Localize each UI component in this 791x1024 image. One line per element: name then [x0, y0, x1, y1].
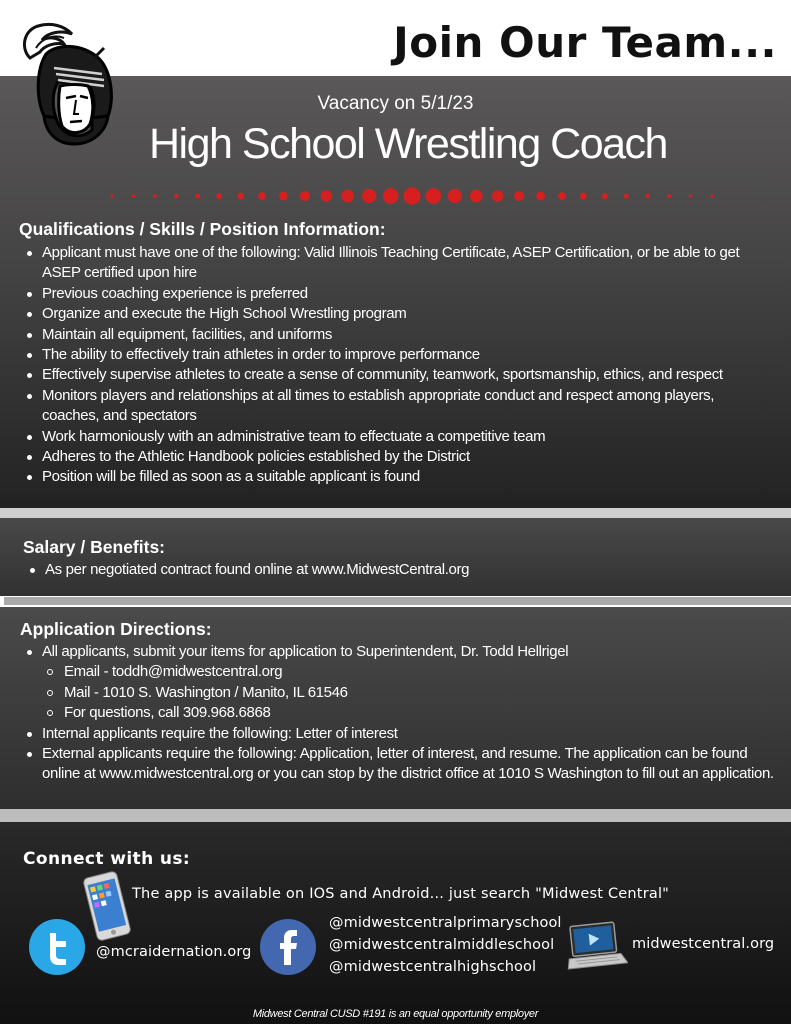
footer-disclaimer: Midwest Central CUSD #191 is an equal opportunity employer	[252, 1008, 539, 1020]
qualifications-list	[22, 243, 774, 488]
decorative-dot	[341, 190, 354, 203]
list-item: Monitors players and relationships at all times to establish appropriate conduct and respect among players, coaches, and spectators	[22, 386, 774, 427]
list-item: Adheres to the Athletic Handbook policies established by the District	[22, 447, 774, 467]
knight-helmet-icon	[18, 18, 118, 146]
twitter-handle[interactable]: @mcraidernation.org	[96, 944, 252, 960]
salary-heading: Salary / Benefits:	[23, 537, 165, 557]
decorative-dot	[470, 190, 483, 203]
header-bar	[0, 0, 791, 76]
section-divider	[0, 596, 791, 607]
decorative-dot	[426, 188, 442, 204]
decorative-dot	[321, 190, 332, 201]
list-item: Applicant must have one of the following: Valid Illinois Teaching Certificate, ASEP Certification, or be able to get ASEP certified upon hire	[22, 243, 774, 284]
twitter-icon[interactable]	[28, 918, 86, 976]
list-item: Maintain all equipment, facilities, and uniforms	[22, 325, 774, 345]
decorative-dot	[216, 193, 222, 199]
facebook-page-middle[interactable]: @midwestcentralmiddleschool	[329, 937, 555, 953]
list-item: All applicants, submit your items for application to Superintendent, Dr. Todd Hellrigel	[22, 642, 774, 662]
decorative-dot	[492, 190, 503, 201]
website-link[interactable]: midwestcentral.org	[632, 936, 775, 952]
page-title: Join Our Team...	[393, 18, 777, 67]
decorative-dot	[646, 194, 650, 198]
list-item: Internal applicants require the following: Letter of interest	[22, 724, 774, 744]
decorative-dot	[174, 194, 178, 198]
smartphone-icon	[78, 870, 136, 942]
list-item: Work harmoniously with an administrative team to effectuate a competitive team	[22, 427, 774, 447]
application-list	[22, 642, 774, 785]
list-item: Position will be filled as soon as a suitable applicant is found	[22, 467, 774, 487]
salary-list	[25, 560, 765, 580]
list-item: Email - toddh@midwestcentral.org	[22, 662, 774, 682]
qualifications-heading: Qualifications / Skills / Position Information:	[19, 219, 386, 239]
list-item: Organize and execute the High School Wrestling program	[22, 304, 774, 324]
decorative-dot	[195, 193, 200, 198]
decorative-dot	[403, 187, 420, 204]
decorative-dot	[110, 194, 113, 197]
decorative-dot	[153, 194, 157, 198]
connect-heading: Connect with us:	[23, 849, 191, 869]
decorative-dot	[514, 191, 524, 201]
facebook-page-high[interactable]: @midwestcentralhighschool	[329, 959, 537, 975]
decorative-dot	[558, 192, 566, 200]
decorative-dot	[300, 191, 310, 201]
laptop-icon	[564, 918, 628, 974]
section-divider	[0, 508, 791, 518]
decorative-dot	[689, 194, 692, 197]
facebook-icon[interactable]	[259, 918, 317, 976]
app-availability-text: The app is available on IOS and Android... just search "Midwest Central"	[132, 886, 670, 902]
decorative-dot	[536, 192, 545, 201]
application-heading: Application Directions:	[20, 619, 212, 639]
list-item: For questions, call 309.968.6868	[22, 703, 774, 723]
decorative-dot	[258, 192, 266, 200]
decorative-dot	[602, 193, 608, 199]
vacancy-date: Vacancy on 5/1/23	[317, 93, 474, 114]
facebook-page-primary[interactable]: @midwestcentralprimaryschool	[329, 915, 562, 931]
red-dot-divider	[108, 186, 716, 206]
list-item: As per negotiated contract found online at www.MidwestCentral.org	[25, 560, 765, 580]
decorative-dot	[624, 193, 629, 198]
list-item: External applicants require the following: Application, letter of interest, and resume. The application can be found online at www.midwestcentral.org or you can stop by the district office at 1010 S Washington to fill out an application.	[22, 744, 774, 785]
decorative-dot	[132, 194, 135, 197]
list-item: Previous coaching experience is preferred	[22, 284, 774, 304]
decorative-dot	[580, 193, 587, 200]
list-item: Mail - 1010 S. Washington / Manito, IL 61546	[22, 683, 774, 703]
job-title: High School Wrestling Coach	[149, 120, 667, 168]
decorative-dot	[279, 192, 288, 201]
list-item: Effectively supervise athletes to create a sense of community, teamwork, sportsmanship, ethics, and respect	[22, 365, 774, 385]
decorative-dot	[237, 193, 244, 200]
decorative-dot	[710, 194, 713, 197]
section-divider	[0, 809, 791, 822]
decorative-dot	[383, 188, 399, 204]
decorative-dot	[667, 194, 671, 198]
decorative-dot	[448, 189, 462, 203]
list-item: The ability to effectively train athletes in order to improve performance	[22, 345, 774, 365]
decorative-dot	[362, 189, 376, 203]
